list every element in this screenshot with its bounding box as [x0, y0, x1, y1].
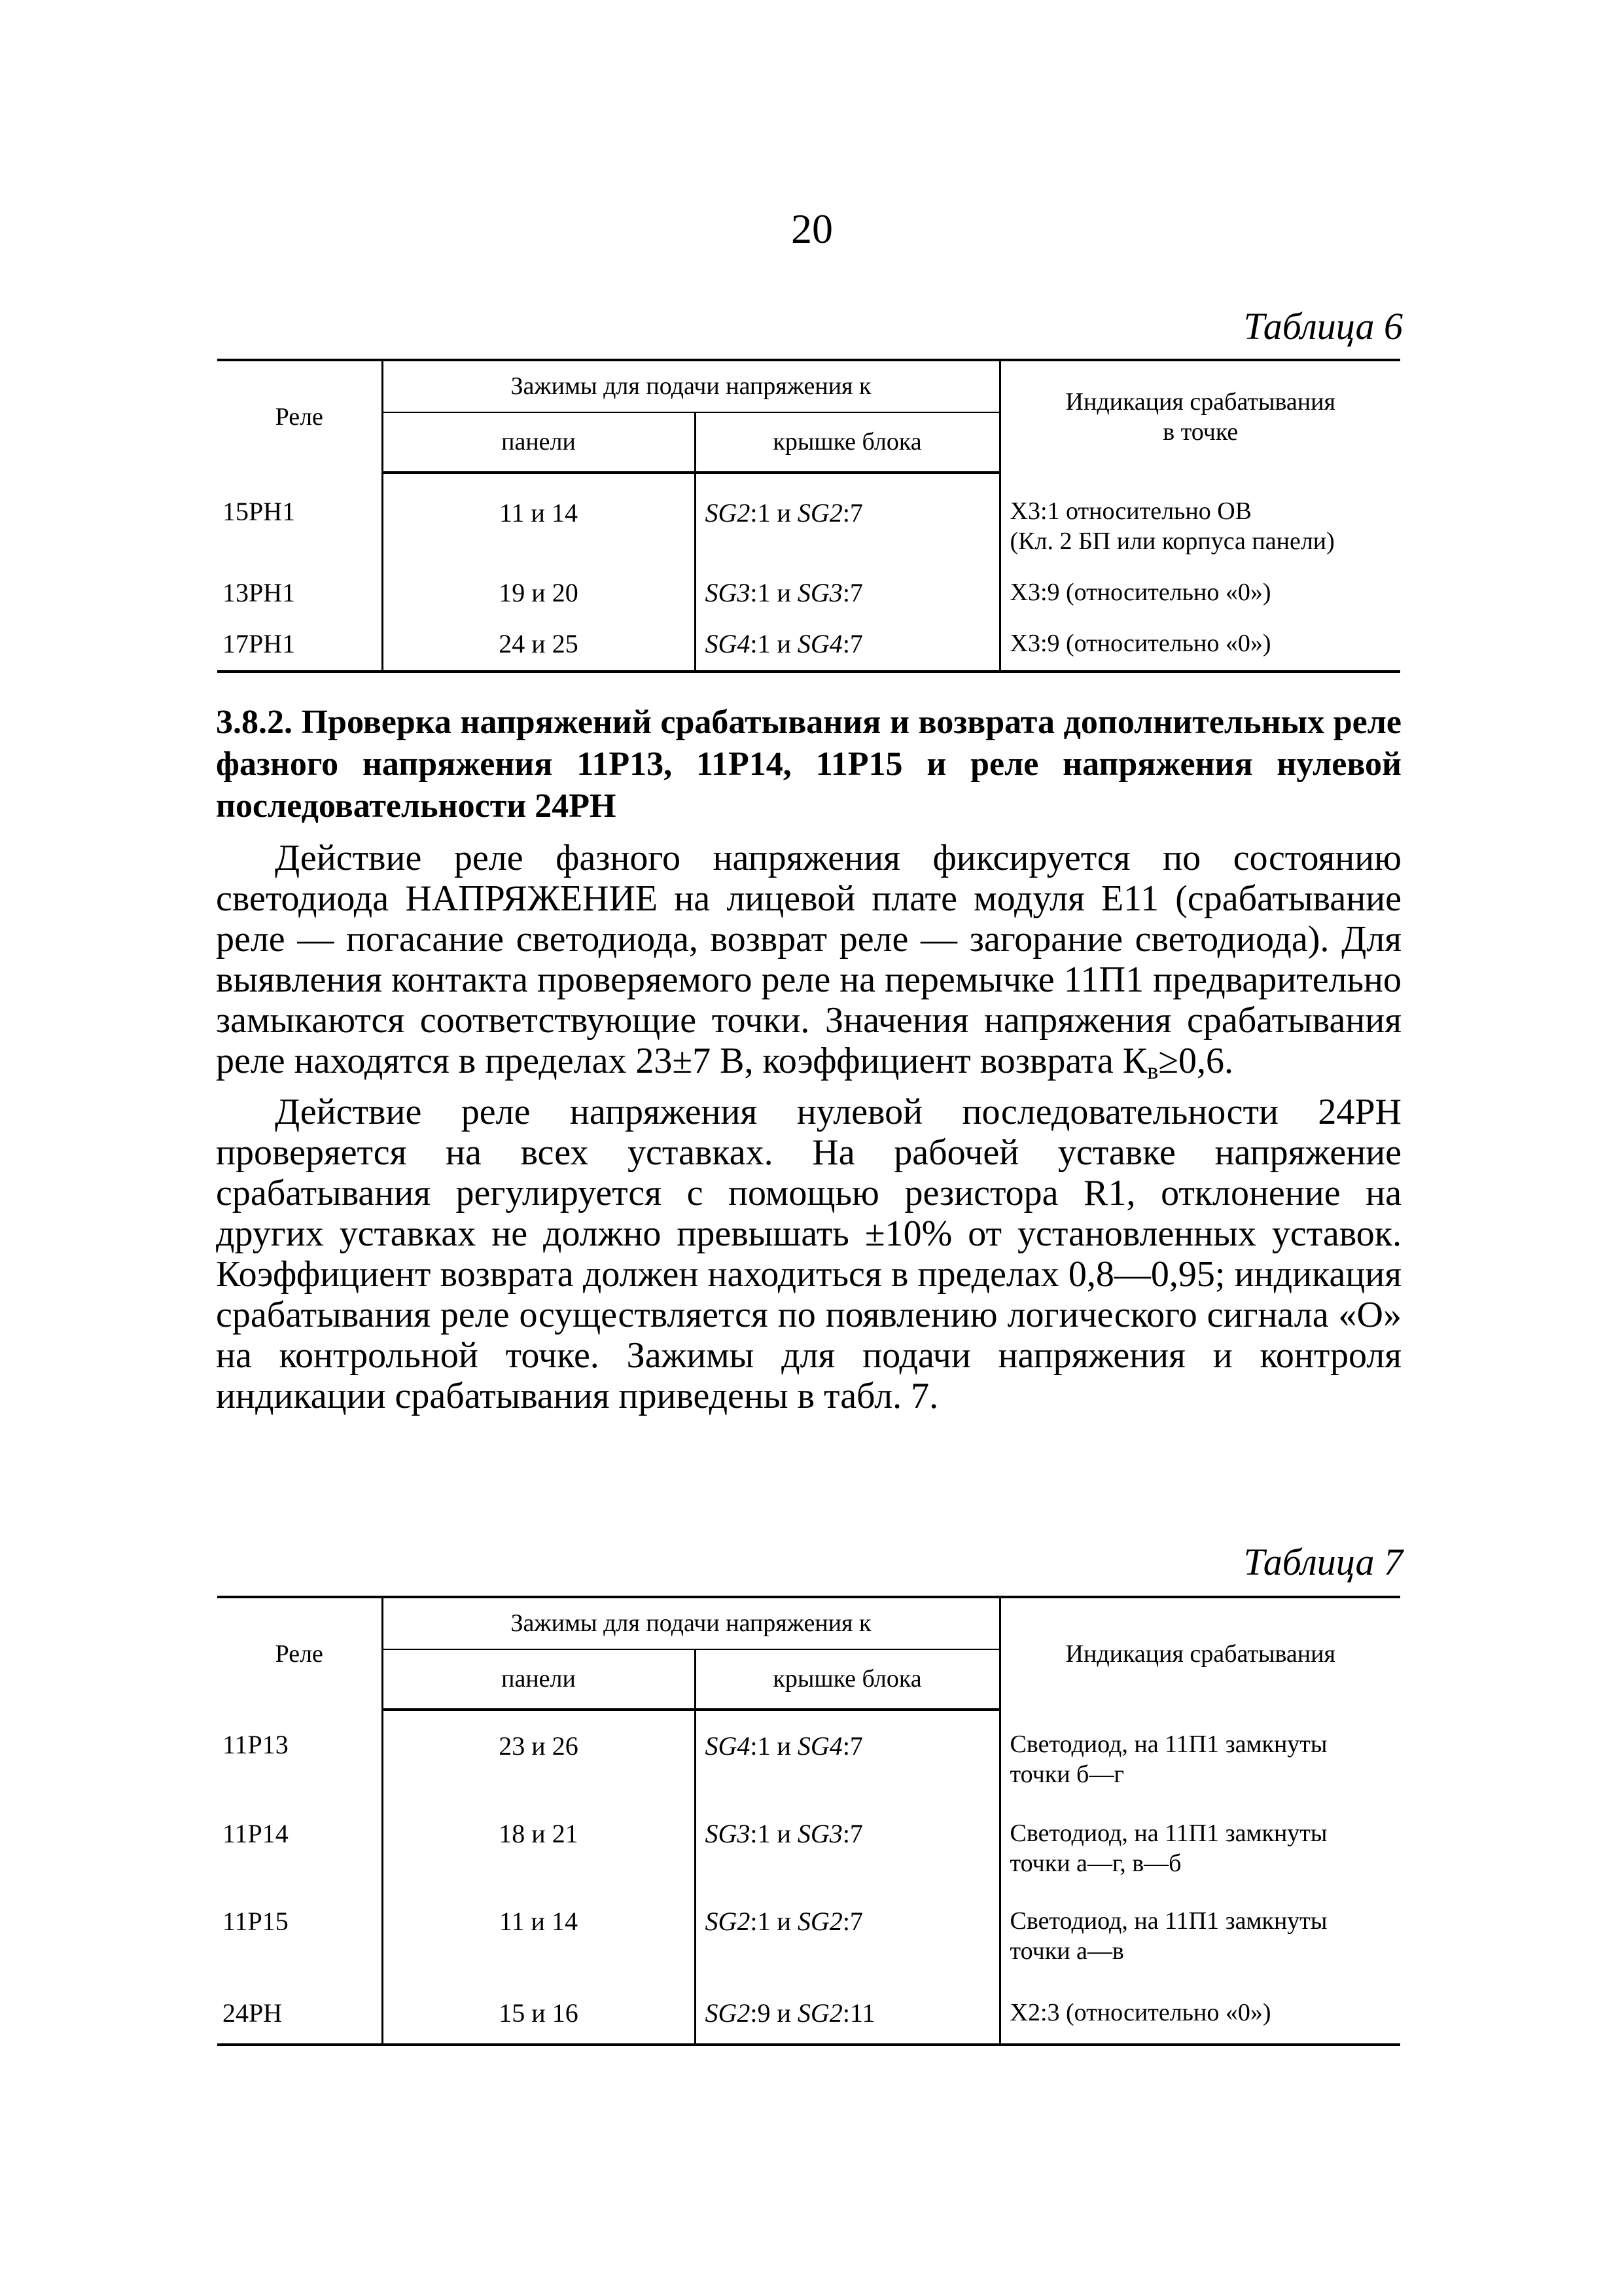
table-row [217, 1710, 1400, 1808]
table7-header-panel: панели [382, 1649, 695, 1710]
indication-cell: Светодиод, на 11П1 замкнуты точки б—г [1000, 1710, 1400, 1808]
cover-cell: SG4:1 и SG4:7 [695, 619, 1000, 672]
relay-cell: 24РН [217, 1986, 382, 2045]
paragraph-1: Действие реле фазного напряжения фиксируется по состоянию светодиода НАПРЯЖЕНИЕ на лицевой плате модуля Е11 (срабатывание реле — погасание светодиода, возврат реле — загорание светодиода). Для выявления контакта проверяемого реле на перемычке 11П1 предварительно замыкаются соответствующие точки. Значения напряжения срабатывания реле находятся в пределах 23±7 В, коэффициент возврата $К_в\ge 0,6$. [216, 838, 1402, 1085]
indication-cell: Х3:1 относительно ОВ (Кл. 2 БП или корпуса панели) [1000, 473, 1400, 565]
table7-caption: Таблица 7 [1243, 1541, 1403, 1583]
section-heading: 3.8.2. Проверка напряжений срабатывания и возврата дополнительных реле фазного напряжения 11Р13, 11Р14, 11Р15 и реле напряжения нулевой последовательности 24РН [216, 704, 1402, 825]
indication-cell: Светодиод, на 11П1 замкнуты точки а—г, в—б [1000, 1808, 1400, 1895]
table-row [217, 1986, 1400, 2045]
table7-header-cover: крышке блока [695, 1649, 1000, 1710]
relay-cell: 17РН1 [217, 619, 382, 672]
table6-header-cover: крышке блока [695, 412, 1000, 473]
indication-cell: Х3:9 (относительно «0») [1000, 619, 1400, 672]
table-row [217, 565, 1400, 619]
table7-header-relay: Реле [217, 1597, 382, 1710]
relay-cell: 11Р13 [222, 1730, 289, 1759]
relay-cell: 11Р15 [222, 1907, 289, 1936]
table6-header-panel: панели [382, 412, 695, 473]
table-row [217, 1808, 1400, 1895]
table-row [217, 619, 1400, 672]
indication-cell: Х3:9 (относительно «0») [1000, 565, 1400, 619]
table-row [217, 1895, 1400, 1986]
cover-cell: SG2:9 и SG2:11 [695, 1986, 1000, 2045]
panel-cell: 11 и 14 [382, 1895, 695, 1986]
indication-cell: Светодиод, на 11П1 замкнуты точки а—в [1000, 1895, 1400, 1986]
cover-cell: SG2:1 и SG2:7 [695, 473, 1000, 565]
indication-cell: Х2:3 (относительно «0») [1000, 1986, 1400, 2045]
panel-cell: 18 и 21 [382, 1808, 695, 1895]
panel-cell: 11 и 14 [382, 473, 695, 565]
panel-cell: 24 и 25 [382, 619, 695, 672]
k-subscript: в [1147, 1058, 1159, 1085]
cover-cell: SG3:1 и SG3:7 [695, 565, 1000, 619]
table6-header-terminals: Зажимы для подачи напряжения к [382, 360, 1000, 412]
page-number: 20 [791, 206, 833, 252]
relay-cell: 11Р14 [222, 1819, 289, 1848]
relay-cell: 13РН1 [222, 578, 296, 607]
table7 [217, 1596, 1400, 2046]
cover-cell: SG3:1 и SG3:7 [695, 1808, 1000, 1895]
table6-caption: Таблица 6 [1243, 305, 1403, 348]
table6 [217, 359, 1400, 673]
paragraph-2: Действие реле напряжения нулевой последовательности 24РН проверяется на всех уставках. На рабочей уставке напряжение срабатывания регулируется с помощью резистора R1, отклонение на других уставках не должно превышать ±10% от установленных уставок. Коэффициент возврата должен находиться в пределах 0,8—0,95; индикация срабатывания реле осуществляется по появлению логического сигнала «О» на контрольной точке. Зажимы для подачи напряжения и контроля индикации срабатывания приведены в табл. 7. [216, 1092, 1402, 1416]
table7-header-indication: Индикация срабатывания [1000, 1597, 1400, 1710]
cover-cell: SG2:1 и SG2:7 [695, 1895, 1000, 1986]
table6-header-relay: Реле [217, 360, 382, 473]
table7-header-terminals: Зажимы для подачи напряжения к [382, 1597, 1000, 1649]
table6-header-indication-line1: Индикация срабатывания [1065, 387, 1335, 416]
cover-cell: SG4:1 и SG4:7 [695, 1710, 1000, 1808]
panel-cell: 23 и 26 [382, 1710, 695, 1808]
table6-header-indication-line2: в точке [1163, 418, 1239, 446]
relay-cell: 15РН1 [222, 497, 296, 526]
section-3-8-2 [216, 702, 1402, 1416]
table6-header-indication [1000, 360, 1400, 473]
panel-cell: 15 и 16 [382, 1986, 695, 2045]
panel-cell: 19 и 20 [382, 565, 695, 619]
table-row [217, 473, 1400, 565]
